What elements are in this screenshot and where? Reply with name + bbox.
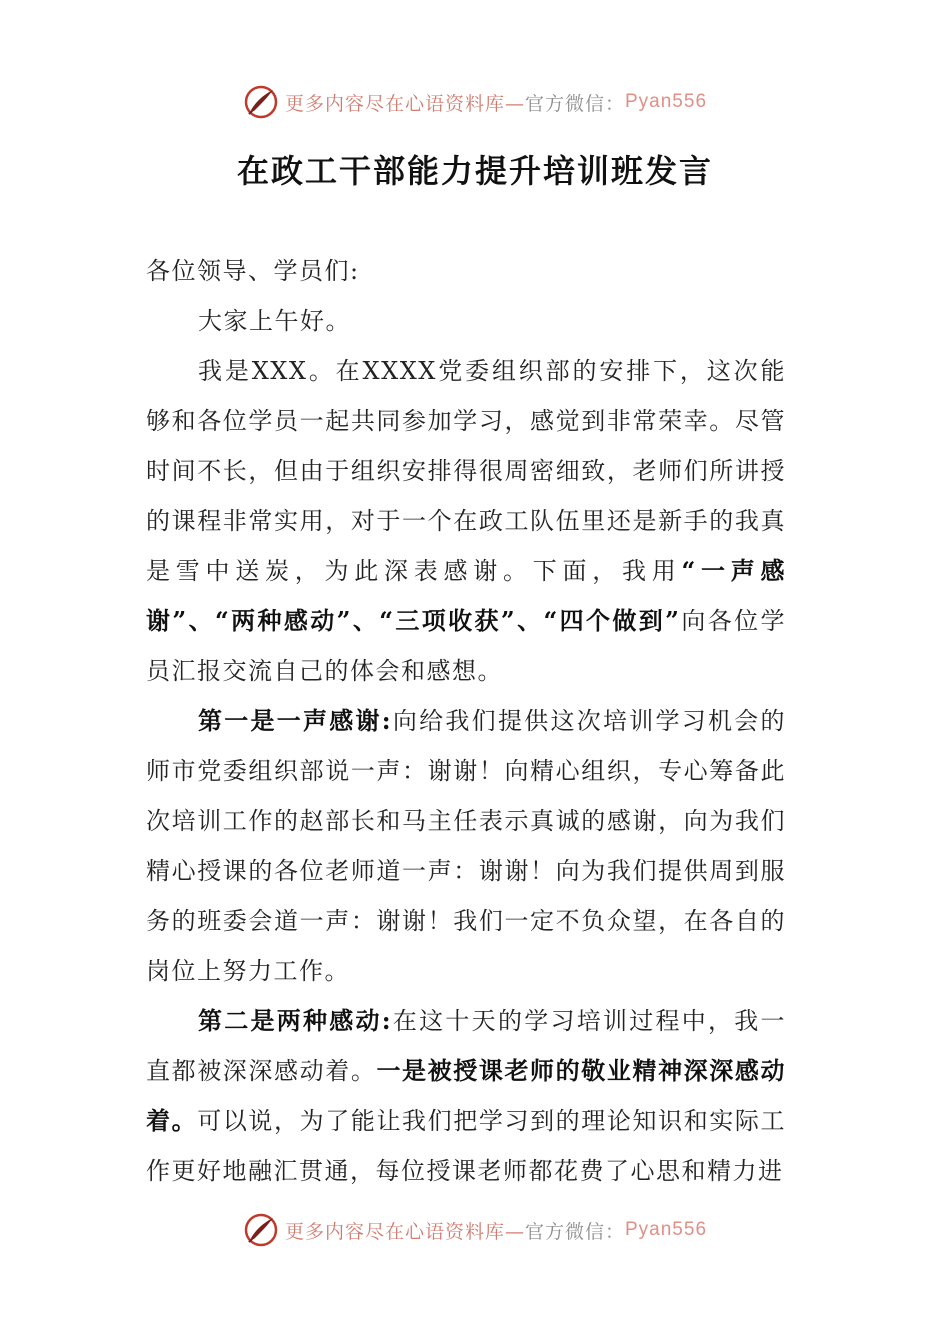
watermark-footer [0,1210,950,1250]
paragraph-second [146,996,786,1196]
paragraph-intro [146,346,786,696]
second-heading: 第二是两种感动: [198,1006,393,1035]
first-text: 向给我们提供这次培训学习机会的师市党委组织部说一声：谢谢！向精心组织，专心筹备此次培训工作的赵部长和马主任表示真诚的感谢，向为我们精心授课的各位老师道一声：谢谢！向为我们提供周到服务的班委会道一声：谢谢！我们一定不负众望，在各自的岗位上努力工作。 [146,707,787,985]
second-text-end: 可以说，为了能让我们把学习到的理论知识和实际工作更好地融汇贯通，每位授课老师都花费了心思和精力进 [146,1107,787,1185]
document-title: 在政工干部能力提升培训班发言 [236,152,713,190]
paragraph-first [146,696,786,996]
watermark-wechat-id: Pyan556 [625,1219,708,1240]
intro-text-end: 向各位学员汇报交流自己的体会和感想。 [146,607,787,685]
quill-logo-icon [243,1212,279,1248]
watermark-wechat-id: Pyan556 [625,91,708,112]
second-bold-point: 一是被授课老师的敬业精神深深感动着。 [146,1056,786,1135]
watermark-text: 更多内容尽在心语资料库— [284,1220,525,1243]
intro-bold-summary: “一声感谢”、“两种感动”、“三项收获”、“四个做到” [146,556,786,635]
watermark-wechat-label: 官方微信： [524,1220,625,1243]
watermark-wechat-label: 官方微信： [524,92,625,115]
second-text: 在这十天的学习培训过程中，我一直都被深深感动着。 [146,1007,787,1085]
greeting: 大家上午好。 [198,307,351,335]
first-heading: 第一是一声感谢: [198,706,393,735]
watermark-text: 更多内容尽在心语资料库— [284,92,525,115]
document-body [146,246,786,1196]
watermark-header [0,82,950,122]
intro-text: 我是XXX。在XXXX党委组织部的安排下，这次能够和各位学员一起共同参加学习，感觉到非常荣幸。尽管时间不长，但由于组织安排得很周密细致，老师们所讲授的课程非常实用，对于一个在政工队伍里还是新手的我真是雪中送炭，为此深表感谢。下面，我用 [146,357,786,585]
quill-logo-icon [243,84,279,120]
salutation: 各位领导、学员们: [146,257,360,285]
